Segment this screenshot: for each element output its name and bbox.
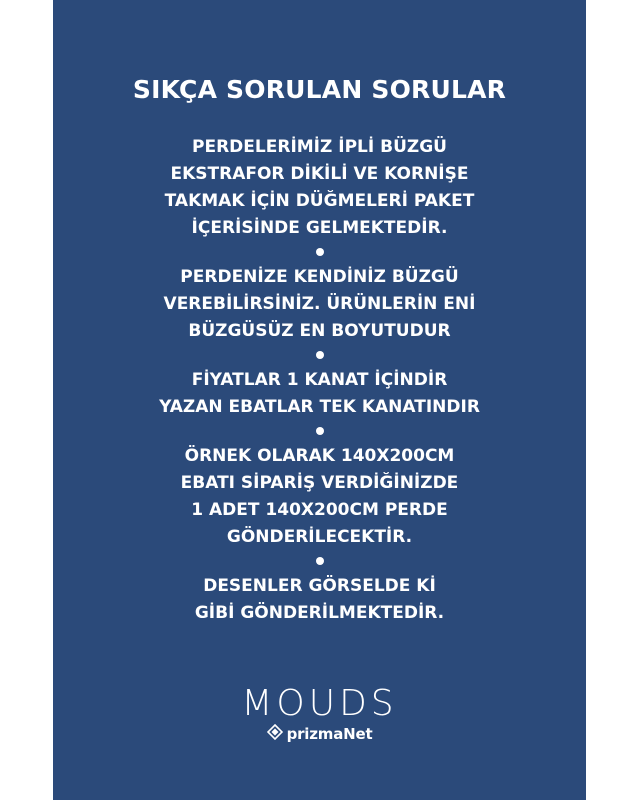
faq-item	[53, 443, 586, 551]
faq-item	[53, 264, 586, 345]
faq-line: PERDENİZE KENDİNİZ BÜZGÜ	[180, 267, 459, 287]
faq-list	[53, 134, 586, 627]
faq-item	[53, 573, 586, 627]
faq-line: YAZAN EBATLAR TEK KANATINDIR	[159, 397, 480, 417]
prizma-diamond-icon	[267, 724, 283, 744]
brand-logo	[53, 684, 586, 744]
faq-line: BÜZGÜSÜZ EN BOYUTUDUR	[188, 321, 451, 341]
faq-line: TAKMAK İÇİN DÜĞMELERİ PAKET	[164, 191, 475, 211]
bullet-separator	[316, 351, 324, 359]
page-title: SIKÇA SORULAN SORULAR	[132, 75, 507, 104]
bullet-separator	[316, 427, 324, 435]
faq-item	[53, 134, 586, 242]
faq-line: EBATI SİPARİŞ VERDİĞİNİZDE	[180, 473, 459, 493]
faq-line: GİBİ GÖNDERİLMEKTEDİR.	[194, 603, 445, 623]
mouds-logo: MOUDS	[241, 683, 398, 724]
faq-line: DESENLER GÖRSELDE Kİ	[203, 576, 436, 596]
faq-line: EKSTRAFOR DİKİLİ VE KORNİŞE	[170, 164, 469, 184]
faq-line: ÖRNEK OLARAK 140X200CM	[184, 446, 455, 466]
faq-line: FİYATLAR 1 KANAT İÇİNDİR	[191, 370, 448, 390]
bullet-separator	[316, 248, 324, 256]
faq-line: GÖNDERİLECEKTİR.	[226, 527, 413, 547]
prizmanet-label: prizmaNet	[286, 725, 373, 743]
bullet-separator	[316, 557, 324, 565]
faq-line: PERDELERİMİZ İPLİ BÜZGÜ	[192, 137, 447, 157]
faq-item	[53, 367, 586, 421]
faq-line: İÇERİSİNDE GELMEKTEDİR.	[191, 218, 448, 238]
faq-line: VEREBİLİRSİNİZ. ÜRÜNLERİN ENİ	[163, 294, 476, 314]
faq-line: 1 ADET 140X200CM PERDE	[191, 500, 448, 520]
faq-panel	[53, 0, 586, 800]
prizmanet-logo	[53, 724, 586, 744]
